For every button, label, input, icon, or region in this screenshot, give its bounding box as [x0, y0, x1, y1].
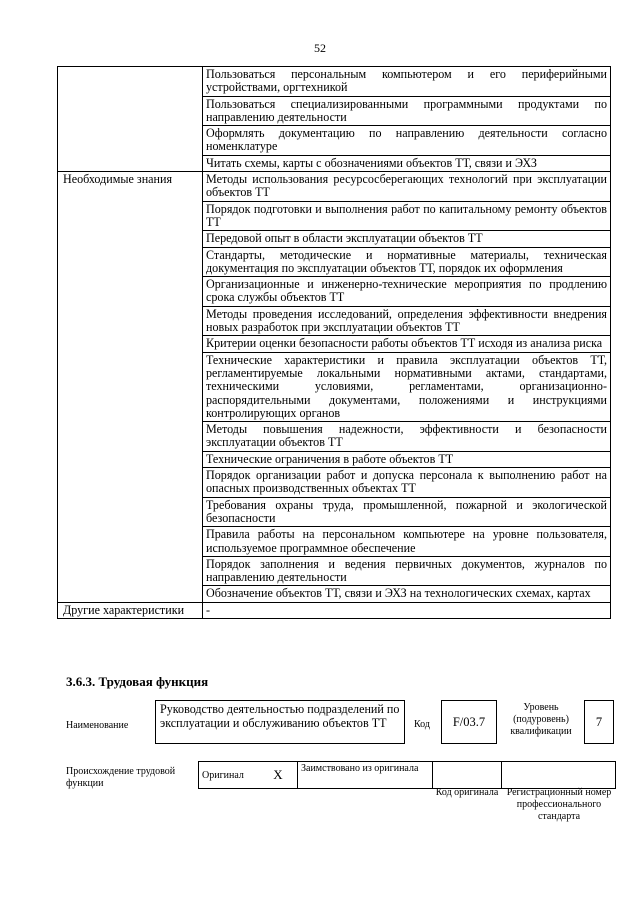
table-row — [58, 172, 611, 202]
original-label: Оригинал — [199, 762, 260, 789]
registration-number-label: Регистрационный номер профессионального стандарта — [506, 787, 612, 822]
knowledge-item: Правила работы на персональном компьютере на уровне пользователя, используемое программное обеспечение — [203, 527, 611, 557]
skills-knowledge-table — [57, 66, 611, 619]
knowledge-item: Критерии оценки безопасности работы объектов ТТ исходя из анализа риска — [203, 336, 611, 352]
knowledge-item: Методы повышения надежности, эффективности и безопасности эксплуатации объектов ТТ — [203, 422, 611, 452]
skill-item: Оформлять документацию по направлению деятельности согласно номенклатуре — [203, 126, 611, 156]
table-row — [58, 67, 611, 97]
borrowed-label: Заимствовано из оригинала — [298, 762, 433, 789]
original-code-label: Код оригинала — [435, 787, 499, 798]
function-name-box: Руководство деятельностью подразделений по эксплуатации и обслуживанию объектов ТТ — [155, 700, 405, 744]
table-row — [58, 602, 611, 618]
knowledge-item: Технические характеристики и правила эксплуатации объектов ТТ, регламентируемые локальными нормативными актами, стандартами, техническими условиями, регламентами, организационно-распорядительными документами, положениями и инструкциями контролирующих органов — [203, 352, 611, 421]
knowledge-item: Передовой опыт в области эксплуатации объектов ТТ — [203, 231, 611, 247]
knowledge-item: Стандарты, методические и нормативные материалы, техническая документация по эксплуатации объектов ТТ, порядок их оформления — [203, 247, 611, 277]
code-box: F/03.7 — [441, 700, 497, 744]
original-mark: X — [259, 762, 298, 789]
code-label: Код — [414, 719, 430, 730]
knowledge-label-cell: Необходимые знания — [58, 172, 203, 603]
name-label: Наименование — [66, 720, 129, 731]
knowledge-item: Технические ограничения в работе объектов ТТ — [203, 451, 611, 467]
original-code-cell — [433, 762, 502, 789]
knowledge-item: Методы использования ресурсосберегающих технологий при эксплуатации объектов ТТ — [203, 172, 611, 202]
qualification-level-box: 7 — [584, 700, 614, 744]
registration-number-cell — [502, 762, 616, 789]
skill-item: Читать схемы, карты с обозначениями объектов ТТ, связи и ЭХЗ — [203, 155, 611, 171]
knowledge-item: Требования охраны труда, промышленной, пожарной и экологической безопасности — [203, 497, 611, 527]
other-label-cell: Другие характеристики — [58, 602, 203, 618]
origin-table — [198, 761, 616, 789]
page-number: 52 — [314, 41, 326, 55]
knowledge-item: Порядок подготовки и выполнения работ по капитальному ремонту объектов ТТ — [203, 201, 611, 231]
skill-item: Пользоваться персональным компьютером и его периферийными устройствами, оргтехникой — [203, 67, 611, 97]
skills-label-cell — [58, 67, 203, 172]
qualification-level-label: Уровень (подуровень) квалификации — [510, 702, 572, 737]
section-title: 3.6.3. Трудовая функция — [66, 674, 209, 689]
knowledge-item: Организационные и инженерно-технические мероприятия по продлению срока службы объектов ТТ — [203, 277, 611, 307]
other-value-cell: - — [203, 602, 611, 618]
knowledge-item: Порядок организации работ и допуска персонала к выполнению работ на опасных производственных объектах ТТ — [203, 468, 611, 498]
skill-item: Пользоваться специализированными программными продуктами по направлению деятельности — [203, 96, 611, 126]
knowledge-item: Обозначение объектов ТТ, связи и ЭХЗ на технологических схемах, картах — [203, 586, 611, 602]
knowledge-item: Порядок заполнения и ведения первичных документов, журналов по направлению деятельности — [203, 556, 611, 586]
knowledge-item: Методы проведения исследований, определения эффективности внедрения новых разработок при эксплуатации объектов ТТ — [203, 306, 611, 336]
origin-label: Происхождение трудовой функции — [66, 766, 176, 789]
